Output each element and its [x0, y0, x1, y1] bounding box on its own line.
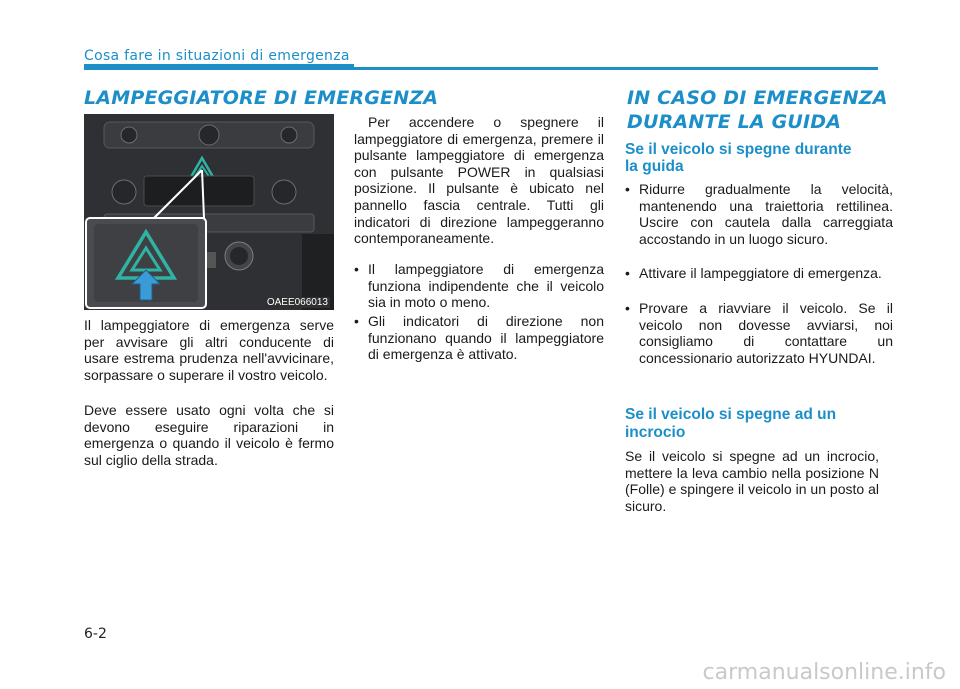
hazard-bullet-1: • Il lampeggiatore di emergenza funziona indipendente che il veicolo sia in moto o meno. — [354, 261, 604, 311]
stall-bullet-2: • Attivare il lampeggiatore di emergenza. — [625, 265, 893, 282]
subhead-stall-driving-1: Se il veicolo si spegne durante — [625, 141, 852, 158]
subhead-stall-crossroad-2: incrocio — [625, 424, 686, 441]
hazard-bullet-2: • Gli indicatori di direzione non funzionano quando il lampeggiatore di emergenza è attivato. — [354, 313, 604, 363]
crossroad-paragraph: Se il veicolo si spegne ad un incrocio, mettere la leva cambio nella posizione N (Folle) e spingere il veicolo in un posto al sicuro. — [625, 448, 879, 514]
subhead-stall-crossroad-1: Se il veicolo si spegne ad un — [625, 406, 837, 423]
hazard-usage-paragraph: Per accendere o spegnere il lampeggiatore di emergenza, premere il pulsante lampeggiatore di emergenza con pulsante POWER in qualsiasi posizione. Il pulsante è ubicato nel pannello fascia centrale. Tutti gli indicatori di direzione lampeggeranno contemporaneamente. — [354, 114, 604, 247]
watermark: carmanualsonline.info — [702, 660, 946, 685]
header-title: Cosa fare in situazioni di emergenza — [84, 48, 350, 64]
section-title-emergency-1: IN CASO DI EMERGENZA — [627, 87, 888, 109]
hazard-panel-illustration — [84, 114, 334, 310]
hazard-paragraph-1: Il lampeggiatore di emergenza serve per avvisare gli altri conducente di usare estrema prudenza nell'avvicinare, sorpassare o superare il vostro veicolo. — [84, 317, 334, 383]
stall-bullet-1: • Ridurre gradualmente la velocità, mantenendo una traiettoria rettilinea. Uscire con cautela dalla carreggiata accostando in un luogo sicuro. — [625, 181, 893, 247]
header-rule — [84, 67, 878, 70]
hazard-figure — [84, 114, 334, 310]
subhead-stall-driving-2: la guida — [625, 158, 684, 175]
page-number: 6-2 — [84, 626, 107, 642]
figure-code: OAEE066013 — [266, 297, 328, 308]
section-title-emergency-2: DURANTE LA GUIDA — [627, 111, 842, 133]
hazard-paragraph-2: Deve essere usato ogni volta che si devono eseguire riparazioni in emergenza o quando il veicolo è fermo sul ciglio della strada. — [84, 402, 334, 468]
section-title-hazard: LAMPEGGIATORE DI EMERGENZA — [84, 87, 439, 109]
stall-bullet-3: • Provare a riavviare il veicolo. Se il veicolo non dovesse avviarsi, noi consigliamo di contattare un concessionario autorizzato HYUNDAI. — [625, 300, 893, 366]
